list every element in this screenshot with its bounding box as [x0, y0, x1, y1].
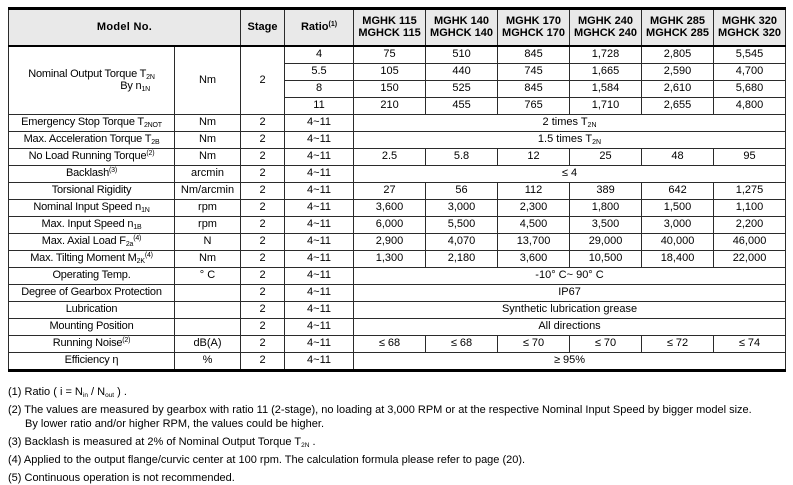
table-row-degree-of-gearbox-protection: [9, 284, 786, 301]
value-cell: 18,400: [642, 250, 714, 267]
value-cell: 56: [426, 182, 498, 199]
table-row-max-axial-load: [9, 233, 786, 250]
footnote-1: (1) Ratio ( $i = N_{in} / N_{out}$ ) .: [8, 385, 127, 399]
unit-cell: Nm: [175, 46, 241, 115]
unit-cell: rpm: [175, 199, 241, 216]
table-row-max-tilting-moment: [9, 250, 786, 267]
stage-cell: 2: [241, 46, 285, 115]
value-cell: 1,584: [570, 80, 642, 97]
value-cell: 75: [354, 46, 426, 64]
value-cell: 27: [354, 182, 426, 199]
row-label-max-tilting-moment: Max. Tilting Moment $M_{2K}^{(4)}$: [9, 250, 175, 267]
model-name-line2: MGHCK 285: [646, 27, 709, 40]
value-cell: 455: [426, 97, 498, 114]
row-label-emergency-stop-torque: Emergency Stop Torque $T_{2NOT}$: [9, 114, 175, 131]
stage-cell: 2: [241, 148, 285, 165]
unit-cell: Nm: [175, 114, 241, 131]
value-cell: ≤ 70: [570, 335, 642, 352]
span-value-cell: Synthetic lubrication grease: [354, 301, 786, 318]
value-cell: ≤ 68: [354, 335, 426, 352]
model-name-line1: MGHK 285: [650, 15, 706, 28]
header-row: [9, 9, 786, 46]
row-label-running-noise: Running Noise$^{(2)}$: [9, 335, 175, 352]
value-cell: 5,545: [714, 46, 786, 64]
span-value-cell: All directions: [354, 318, 786, 335]
model-name-line2: MGHCK 240: [574, 27, 637, 40]
row-label-max-input-speed: Max. Input Speed $n_{1B}$: [9, 216, 175, 233]
stage-cell: 2: [241, 250, 285, 267]
footnotes: [8, 385, 793, 485]
value-cell: 2.5: [354, 148, 426, 165]
ratio-cell: 4: [285, 46, 354, 64]
value-cell: 5.8: [426, 148, 498, 165]
stage-cell: 2: [241, 267, 285, 284]
ratio-header: Ratio$^{(1)}$: [285, 9, 354, 46]
stage-cell: 2: [241, 233, 285, 250]
stage-cell: 2: [241, 301, 285, 318]
value-cell: 25: [570, 148, 642, 165]
table-row-no-load-running-torque: [9, 148, 786, 165]
value-cell: 10,500: [570, 250, 642, 267]
value-cell: 3,600: [498, 250, 570, 267]
model-name-line2: MGHCK 140: [430, 27, 493, 40]
unit-cell: dB(A): [175, 335, 241, 352]
value-cell: 389: [570, 182, 642, 199]
ratio-cell: 4~11: [285, 318, 354, 335]
value-cell: 2,900: [354, 233, 426, 250]
value-cell: 2,200: [714, 216, 786, 233]
table-row-operating-temp: [9, 267, 786, 284]
row-label-max-acceleration-torque: Max. Acceleration Torque $T_{2B}$: [9, 131, 175, 148]
ratio-cell: 4~11: [285, 284, 354, 301]
row-label-efficiency: Efficiency η: [9, 352, 175, 370]
unit-cell: [175, 301, 241, 318]
model-no-header: Model No.: [9, 9, 241, 46]
row-label-max-axial-load: Max. Axial Load $F_{2a}^{(4)}$: [9, 233, 175, 250]
ratio-cell: 4~11: [285, 182, 354, 199]
model-name-line1: MGHK 240: [578, 15, 634, 28]
stage-cell: 2: [241, 284, 285, 301]
ratio-cell: 4~11: [285, 301, 354, 318]
value-cell: 1,728: [570, 46, 642, 64]
value-cell: 1,800: [570, 199, 642, 216]
value-cell: 112: [498, 182, 570, 199]
table-row-backlash: [9, 165, 786, 182]
value-cell: 2,180: [426, 250, 498, 267]
table-header: [9, 9, 786, 46]
value-cell: 510: [426, 46, 498, 64]
value-cell: 13,700: [498, 233, 570, 250]
model-name-line1: MGHK 140: [434, 15, 490, 28]
table-row-torsional-rigidity: [9, 182, 786, 199]
model-name-line1: MGHK 320: [722, 15, 778, 28]
value-cell: 1,300: [354, 250, 426, 267]
value-cell: 22,000: [714, 250, 786, 267]
value-cell: 845: [498, 80, 570, 97]
value-cell: 3,600: [354, 199, 426, 216]
value-cell: ≤ 72: [642, 335, 714, 352]
unit-cell: [175, 284, 241, 301]
value-cell: 525: [426, 80, 498, 97]
unit-cell: %: [175, 352, 241, 370]
table-body: [9, 46, 786, 371]
value-cell: 2,610: [642, 80, 714, 97]
ratio-cell: 4~11: [285, 131, 354, 148]
ratio-cell: 8: [285, 80, 354, 97]
model-column-header: [498, 9, 570, 46]
unit-cell: Nm: [175, 148, 241, 165]
value-cell: 3,000: [642, 216, 714, 233]
unit-cell: Nm/arcmin: [175, 182, 241, 199]
row-label-lubrication: Lubrication: [9, 301, 175, 318]
stage-cell: 2: [241, 216, 285, 233]
stage-cell: 2: [241, 182, 285, 199]
table-row-running-noise: [9, 335, 786, 352]
value-cell: 2,590: [642, 63, 714, 80]
value-cell: 46,000: [714, 233, 786, 250]
stage-cell: 2: [241, 318, 285, 335]
footnote-5: (5) Continuous operation is not recommended.: [8, 471, 235, 484]
value-cell: 2,805: [642, 46, 714, 64]
stage-cell: 2: [241, 131, 285, 148]
row-label-torsional-rigidity: Torsional Rigidity: [9, 182, 175, 199]
ratio-cell: 4~11: [285, 148, 354, 165]
value-cell: 642: [642, 182, 714, 199]
value-cell: 1,275: [714, 182, 786, 199]
ratio-cell: 4~11: [285, 233, 354, 250]
value-cell: 1,500: [642, 199, 714, 216]
table-row-emergency-stop-torque: [9, 114, 786, 131]
row-label-no-load-running-torque: No Load Running Torque$^{(2)}$: [9, 148, 175, 165]
model-name-line1: MGHK 115: [362, 15, 417, 28]
model-column-header: [570, 9, 642, 46]
table-row-nominal-output-torque: [9, 46, 786, 64]
value-cell: 12: [498, 148, 570, 165]
value-cell: 2,655: [642, 97, 714, 114]
row-label-nominal-input-speed: Nominal Input Speed $n_{1N}$: [9, 199, 175, 216]
footnote-3: (3) Backlash is measured at 2% of Nominal Output Torque $T_{2N}$ .: [8, 435, 316, 449]
row-label-line1: Nominal Output Torque $T_{2N}$: [28, 67, 155, 81]
span-value-cell: 1.5 times $T_{2N}$: [354, 131, 786, 148]
value-cell: 4,070: [426, 233, 498, 250]
unit-cell: [175, 318, 241, 335]
stage-cell: 2: [241, 114, 285, 131]
footnote-2: (2) The values are measured by gearbox with ratio 11 (2-stage), no loading at 3,000 RPM or at the respective Nominal Input Speed by bigger model size. By lower ratio and/or higher RPM, the values could be higher.: [8, 403, 752, 430]
unit-cell: rpm: [175, 216, 241, 233]
value-cell: 6,000: [354, 216, 426, 233]
value-cell: 5,500: [426, 216, 498, 233]
table-row-mounting-position: [9, 318, 786, 335]
value-cell: 765: [498, 97, 570, 114]
model-name-line2: MGHCK 115: [358, 27, 421, 40]
value-cell: 3,000: [426, 199, 498, 216]
footnote-4: (4) Applied to the output flange/curvic center at 100 rpm. The calculation formula please refer to page (20).: [8, 453, 526, 466]
unit-cell: arcmin: [175, 165, 241, 182]
model-column-header: [354, 9, 426, 46]
value-cell: 105: [354, 63, 426, 80]
value-cell: ≤ 70: [498, 335, 570, 352]
row-label-degree-of-gearbox-protection: Degree of Gearbox Protection: [9, 284, 175, 301]
span-value-cell: ≥ 95%: [354, 352, 786, 370]
value-cell: 95: [714, 148, 786, 165]
span-value-cell: ≤ 4: [354, 165, 786, 182]
table-row-lubrication: [9, 301, 786, 318]
model-name-line2: MGHCK 320: [718, 27, 781, 40]
stage-cell: 2: [241, 199, 285, 216]
value-cell: 4,700: [714, 63, 786, 80]
row-label-nominal-output-torque: [9, 46, 175, 115]
value-cell: 40,000: [642, 233, 714, 250]
table-row-efficiency: [9, 352, 786, 370]
model-name-line2: MGHCK 170: [502, 27, 565, 40]
span-value-cell: IP67: [354, 284, 786, 301]
ratio-cell: 4~11: [285, 114, 354, 131]
value-cell: 29,000: [570, 233, 642, 250]
ratio-cell: 4~11: [285, 216, 354, 233]
stage-cell: 2: [241, 352, 285, 370]
value-cell: 2,300: [498, 199, 570, 216]
value-cell: ≤ 74: [714, 335, 786, 352]
stage-cell: 2: [241, 335, 285, 352]
model-column-header: [714, 9, 786, 46]
value-cell: 4,800: [714, 97, 786, 114]
ratio-cell: 4~11: [285, 250, 354, 267]
table-row-max-acceleration-torque: [9, 131, 786, 148]
ratio-cell: 5.5: [285, 63, 354, 80]
value-cell: 845: [498, 46, 570, 64]
ratio-cell: 4~11: [285, 335, 354, 352]
row-label-backlash: Backlash$^{(3)}$: [9, 165, 175, 182]
ratio-cell: 4~11: [285, 199, 354, 216]
value-cell: 48: [642, 148, 714, 165]
value-cell: 150: [354, 80, 426, 97]
model-column-header: [426, 9, 498, 46]
row-label-operating-temp: Operating Temp.: [9, 267, 175, 284]
unit-cell: N: [175, 233, 241, 250]
row-label-mounting-position: Mounting Position: [9, 318, 175, 335]
ratio-cell: 4~11: [285, 267, 354, 284]
value-cell: 3,500: [570, 216, 642, 233]
span-value-cell: -10° C~ 90° C: [354, 267, 786, 284]
value-cell: 440: [426, 63, 498, 80]
value-cell: 1,710: [570, 97, 642, 114]
stage-cell: 2: [241, 165, 285, 182]
value-cell: 745: [498, 63, 570, 80]
unit-cell: Nm: [175, 250, 241, 267]
table-row-nominal-input-speed: [9, 199, 786, 216]
table-row-max-input-speed: [9, 216, 786, 233]
gearbox-spec-table: [8, 7, 786, 372]
ratio-cell: 4~11: [285, 352, 354, 370]
value-cell: 1,665: [570, 63, 642, 80]
value-cell: ≤ 68: [426, 335, 498, 352]
model-name-line1: MGHK 170: [506, 15, 562, 28]
value-cell: 210: [354, 97, 426, 114]
value-cell: 4,500: [498, 216, 570, 233]
model-column-header: [642, 9, 714, 46]
unit-cell: ° C: [175, 267, 241, 284]
ratio-cell: 4~11: [285, 165, 354, 182]
value-cell: 5,680: [714, 80, 786, 97]
ratio-cell: 11: [285, 97, 354, 114]
stage-header: Stage: [241, 9, 285, 46]
span-value-cell: 2 times $T_{2N}$: [354, 114, 786, 131]
row-label-line2: By $n_{1N}$: [120, 80, 150, 93]
unit-cell: Nm: [175, 131, 241, 148]
value-cell: 1,100: [714, 199, 786, 216]
